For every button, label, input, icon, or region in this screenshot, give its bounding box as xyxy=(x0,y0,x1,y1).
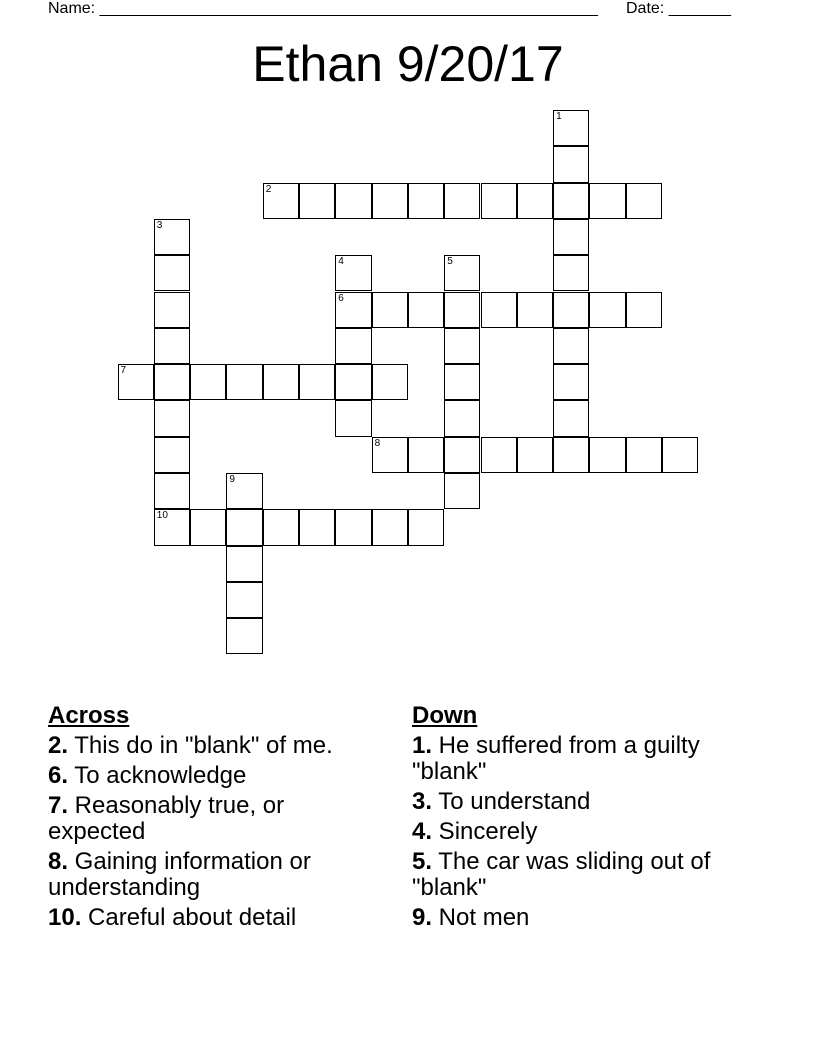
grid-cell[interactable] xyxy=(372,292,408,328)
cell-number: 3 xyxy=(156,219,163,231)
across-clue xyxy=(48,849,388,901)
cell-number: 9 xyxy=(229,474,235,485)
grid-cell[interactable] xyxy=(553,437,589,473)
grid-cell[interactable] xyxy=(226,582,262,618)
grid-cell[interactable] xyxy=(226,618,262,654)
grid-cell[interactable] xyxy=(263,364,299,400)
down-heading: Down xyxy=(412,702,478,729)
across-clues xyxy=(48,703,388,935)
grid-cell[interactable] xyxy=(408,509,444,545)
cell-number: 1 xyxy=(556,111,562,122)
down-clue-list xyxy=(412,733,752,931)
grid-cell[interactable] xyxy=(118,364,154,400)
grid-cell[interactable] xyxy=(226,364,262,400)
page-title: Ethan 9/20/17 xyxy=(252,36,564,92)
grid-cell[interactable] xyxy=(553,110,589,146)
clue-text: He suffered from a guilty "blank" xyxy=(412,732,700,785)
down-clue xyxy=(412,905,752,931)
clue-number: 8. xyxy=(48,848,69,875)
grid-cell[interactable] xyxy=(190,509,226,545)
grid-cell[interactable] xyxy=(154,292,190,328)
cell-number: 8 xyxy=(374,437,381,449)
grid-cell[interactable] xyxy=(154,328,190,364)
grid-cell[interactable] xyxy=(154,255,190,291)
down-clues xyxy=(412,703,752,935)
grid-cell[interactable] xyxy=(626,183,662,219)
clue-text: To acknowledge xyxy=(68,762,247,789)
grid-cell[interactable] xyxy=(589,437,625,473)
grid-cell[interactable] xyxy=(481,292,517,328)
across-heading: Across xyxy=(48,702,130,729)
down-clue xyxy=(412,789,752,815)
date-field-label[interactable]: Date: _______ xyxy=(626,0,731,17)
cell-number: 10 xyxy=(156,510,168,522)
grid-cell[interactable] xyxy=(444,255,480,291)
down-clue xyxy=(412,733,752,785)
grid-cell[interactable] xyxy=(517,183,553,219)
grid-cell[interactable] xyxy=(190,364,226,400)
grid-cell[interactable] xyxy=(444,473,480,509)
grid-cell[interactable] xyxy=(553,219,589,255)
grid-cell[interactable] xyxy=(481,437,517,473)
grid-cell[interactable] xyxy=(553,292,589,328)
clue-number: 4. xyxy=(412,818,433,845)
grid-cell[interactable] xyxy=(481,183,517,219)
grid-cell[interactable] xyxy=(335,292,371,328)
grid-cell[interactable] xyxy=(553,146,589,182)
grid-cell[interactable] xyxy=(553,400,589,436)
clue-text: Not men xyxy=(432,904,530,931)
grid-cell[interactable] xyxy=(226,509,262,545)
grid-cell[interactable] xyxy=(553,364,589,400)
clue-number: 5. xyxy=(412,848,433,875)
grid-cell[interactable] xyxy=(408,183,444,219)
grid-cell[interactable] xyxy=(589,183,625,219)
grid-cell[interactable] xyxy=(408,292,444,328)
cell-number: 6 xyxy=(338,292,344,304)
grid-cell[interactable] xyxy=(444,292,480,328)
grid-cell[interactable] xyxy=(444,328,480,364)
grid-cell[interactable] xyxy=(226,546,262,582)
grid-cell[interactable] xyxy=(444,183,480,219)
across-clue xyxy=(48,733,388,759)
grid-cell[interactable] xyxy=(372,509,408,545)
grid-cell[interactable] xyxy=(372,437,408,473)
clue-number: 2. xyxy=(48,732,69,759)
clue-number: 10. xyxy=(48,904,82,931)
clue-number: 3. xyxy=(412,788,433,815)
grid-cell[interactable] xyxy=(299,509,335,545)
grid-cell[interactable] xyxy=(335,509,371,545)
across-clue xyxy=(48,793,388,845)
grid-cell[interactable] xyxy=(444,400,480,436)
across-clue-list xyxy=(48,733,388,931)
clue-text: Sincerely xyxy=(432,818,538,845)
grid-cell[interactable] xyxy=(154,364,190,400)
grid-cell[interactable] xyxy=(335,364,371,400)
across-clue xyxy=(48,763,388,789)
clue-number: 7. xyxy=(48,792,69,819)
grid-cell[interactable] xyxy=(408,437,444,473)
grid-cell[interactable] xyxy=(154,509,190,545)
down-clue xyxy=(412,819,752,845)
grid-cell[interactable] xyxy=(263,183,299,219)
grid-cell[interactable] xyxy=(335,328,371,364)
grid-cell[interactable] xyxy=(517,437,553,473)
grid-cell[interactable] xyxy=(553,328,589,364)
cell-number: 2 xyxy=(265,183,272,195)
grid-cell[interactable] xyxy=(372,364,408,400)
grid-cell[interactable] xyxy=(154,219,190,255)
grid-cell[interactable] xyxy=(589,292,625,328)
clue-number: 1. xyxy=(412,732,433,759)
grid-cell[interactable] xyxy=(299,364,335,400)
grid-cell[interactable] xyxy=(154,400,190,436)
grid-cell[interactable] xyxy=(444,364,480,400)
grid-cell[interactable] xyxy=(335,400,371,436)
down-clue xyxy=(412,849,752,901)
cell-number: 7 xyxy=(120,365,127,377)
clue-number: 6. xyxy=(48,762,69,789)
clue-text: The car was sliding out of "blank" xyxy=(412,848,711,901)
grid-cell[interactable] xyxy=(662,437,698,473)
grid-cell[interactable] xyxy=(626,437,662,473)
clue-text: Careful about detail xyxy=(81,904,297,931)
grid-cell[interactable] xyxy=(335,183,371,219)
clue-text: Gaining information or understanding xyxy=(48,848,311,901)
grid-cell[interactable] xyxy=(553,255,589,291)
grid-cell[interactable] xyxy=(335,255,371,291)
clue-text: This do in "blank" of me. xyxy=(68,732,333,759)
cell-number: 4 xyxy=(338,256,344,268)
clue-text: To understand xyxy=(432,788,591,815)
grid-cell[interactable] xyxy=(154,473,190,509)
cell-number: 5 xyxy=(447,256,453,268)
grid-cell[interactable] xyxy=(372,183,408,219)
across-clue xyxy=(48,905,388,931)
grid-cell[interactable] xyxy=(263,509,299,545)
grid-cell[interactable] xyxy=(553,183,589,219)
grid-cell[interactable] xyxy=(154,437,190,473)
clue-number: 9. xyxy=(412,904,433,931)
grid-cell[interactable] xyxy=(626,292,662,328)
grid-cell[interactable] xyxy=(226,473,262,509)
grid-cell[interactable] xyxy=(517,292,553,328)
name-field-label[interactable]: Name: ________________________________________________________ xyxy=(48,0,598,17)
grid-cell[interactable] xyxy=(444,437,480,473)
grid-cell[interactable] xyxy=(299,183,335,219)
clue-text: Reasonably true, or expected xyxy=(48,792,285,845)
